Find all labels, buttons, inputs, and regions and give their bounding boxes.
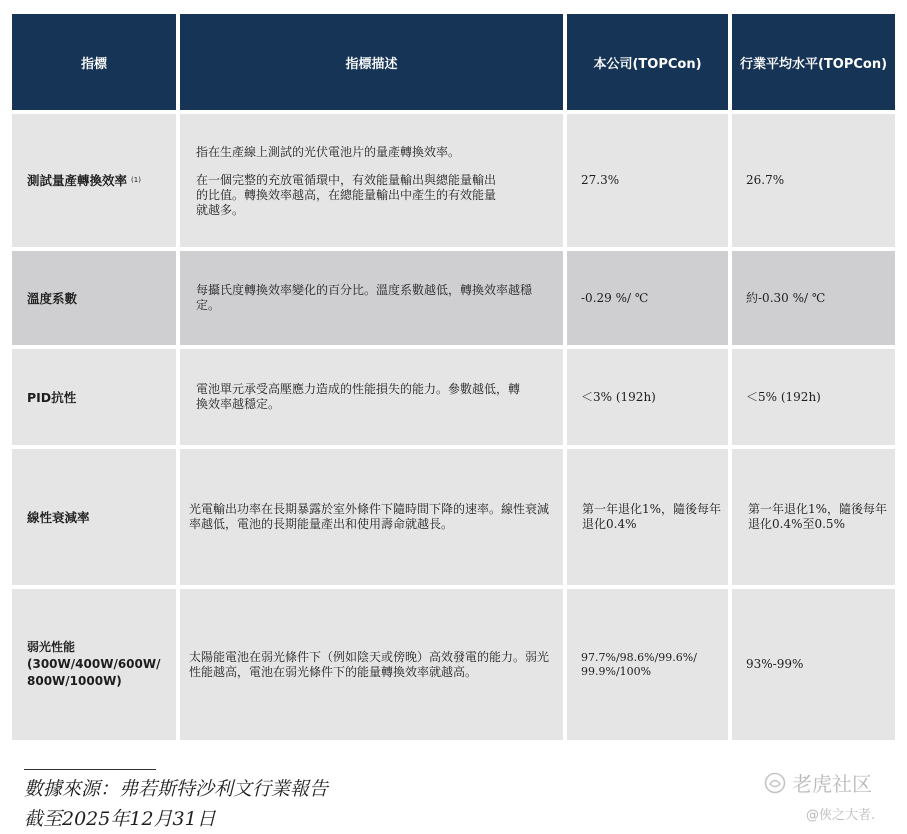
company-value: ＜3% (192h) (567, 349, 728, 445)
company-value: 第一年退化1%，隨後每年退化0.4% (567, 449, 728, 585)
metric-label: PID抗性 (12, 349, 176, 445)
industry-value: 26.7% (732, 114, 895, 247)
footnote-marker: (1) (131, 176, 141, 184)
description-paragraph: 電池單元承受高壓應力造成的性能損失的能力。參數越低，轉換效率越穩定。 (196, 382, 521, 411)
metric-description (180, 114, 563, 247)
company-value: 97.7%/98.6%/99.6%/ 99.9%/100% (567, 589, 728, 740)
metric-description (180, 449, 563, 585)
metric-description (180, 589, 563, 740)
metric-description (180, 251, 563, 345)
industry-value: ＜5% (192h) (732, 349, 895, 445)
description-paragraph: 太陽能電池在弱光條件下（例如陰天或傍晚）高效發電的能力。弱光性能越高，電池在弱光條件下的能量轉換效率就越高。 (189, 649, 550, 679)
watermark-user: @俠之大者. (806, 808, 876, 823)
industry-value: 93%-99% (732, 589, 895, 740)
description-paragraph: 指在生產線上測試的光伏電池片的量產轉換效率。 (196, 145, 461, 159)
industry-value: 約-0.30 %/ ℃ (732, 251, 895, 345)
industry-value: 第一年退化1%，隨後每年退化0.4%至0.5% (732, 449, 895, 585)
table-header (12, 14, 895, 110)
metric-label (12, 114, 176, 247)
watermark-brand-text: 老虎社区 (792, 772, 872, 796)
description-paragraph: 每攝氏度轉換效率變化的百分比。溫度系數越低，轉換效率越穩定。 (196, 283, 533, 312)
header-company: 本公司(TOPCon) (567, 14, 728, 110)
metric-label: 溫度系數 (12, 251, 176, 345)
table-row (12, 449, 895, 585)
metric-label: 弱光性能 (300W/400W/600W/ 800W/1000W) (12, 589, 176, 740)
metric-text: 測試量產轉換效率 (27, 173, 128, 188)
company-value: -0.29 %/ ℃ (567, 251, 728, 345)
table-row (12, 589, 895, 740)
tiger-logo-icon (764, 772, 786, 794)
footnote-divider (24, 769, 156, 770)
table-row (12, 251, 895, 345)
source-note: 數據來源：弗若斯特沙利文行業報告 (24, 778, 329, 800)
date-note: 截至2025年12月31日 (24, 808, 216, 830)
metric-label: 線性衰減率 (12, 449, 176, 585)
description-paragraph: 光電輸出功率在長期暴露於室外條件下隨時間下降的速率。線性衰減率越低，電池的長期能量產出和使用壽命就越長。 (189, 502, 550, 531)
table-row (12, 114, 895, 247)
table-row (12, 349, 895, 445)
header-industry: 行業平均水平(TOPCon) (732, 14, 895, 110)
watermark-brand (764, 768, 872, 797)
company-value: 27.3% (567, 114, 728, 247)
header-description: 指標描述 (180, 14, 563, 110)
header-metric: 指標 (12, 14, 176, 110)
description-paragraph: 在一個完整的充放電循環中，有效能量輸出與總能量輸出的比值。轉換效率越高，在總能量輸出中產生的有效能量就越多。 (196, 173, 497, 217)
metric-description (180, 349, 563, 445)
